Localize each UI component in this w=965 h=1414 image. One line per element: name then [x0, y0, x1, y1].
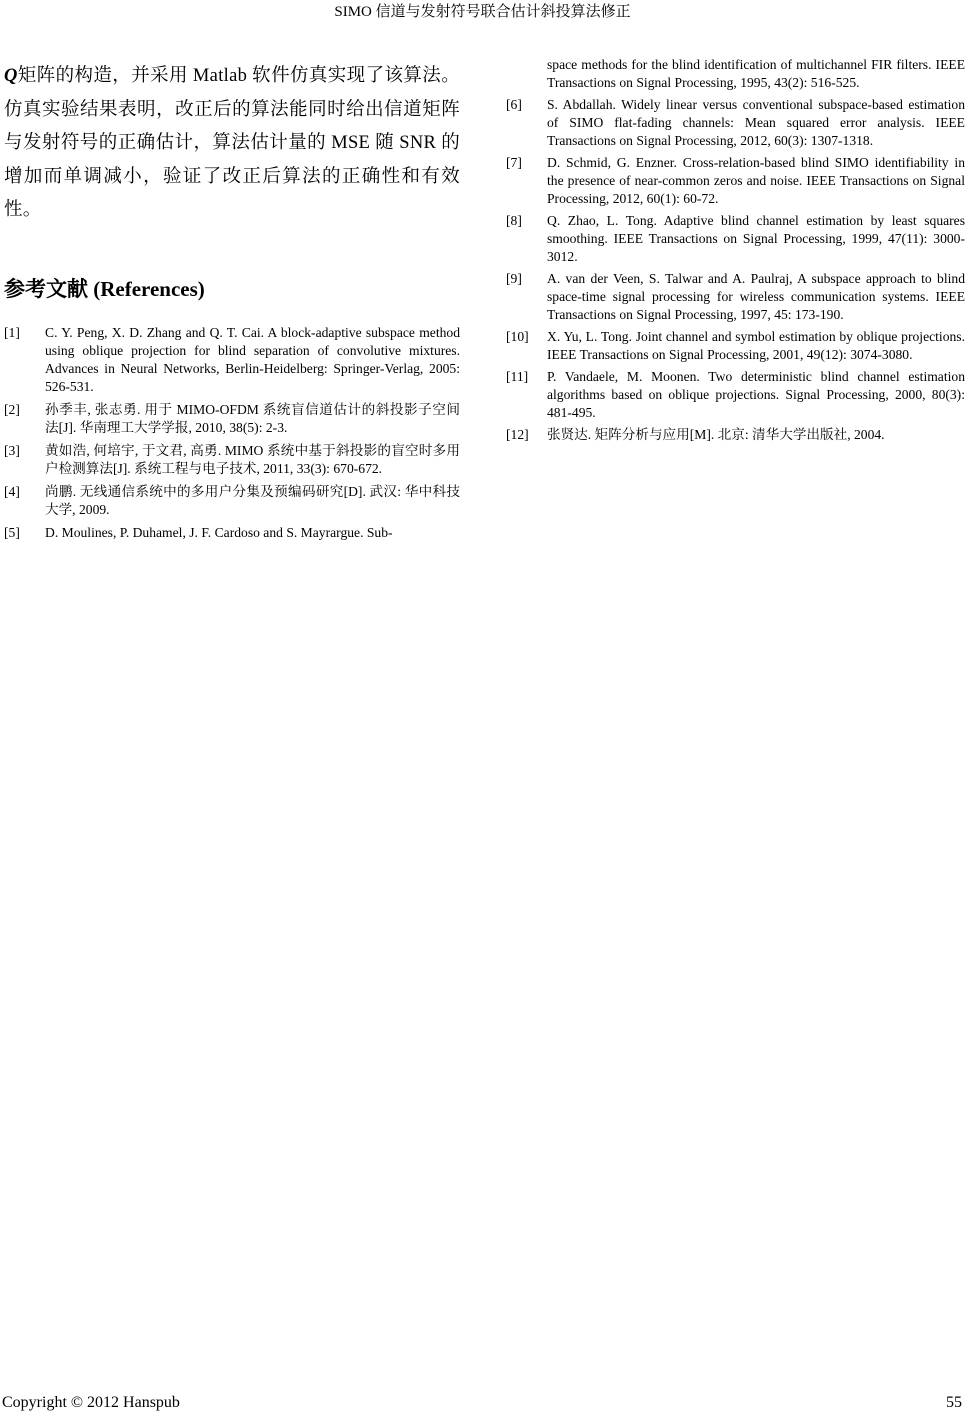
reference-item	[506, 96, 965, 150]
reference-item	[4, 442, 460, 478]
footer-page-number: 55	[946, 1394, 962, 1411]
reference-number: [10]	[506, 329, 529, 344]
reference-item	[506, 328, 965, 364]
references-heading: 参考文献 (References)	[4, 276, 205, 301]
reference-item	[4, 324, 460, 396]
reference-number: [2]	[4, 401, 20, 417]
reference-number: [7]	[506, 155, 522, 170]
reference-text: D. Schmid, G. Enzner. Cross-relation-based blind SIMO identifiability in the presence of near-common zeros and noise. IEEE Transactions on Signal Processing, 2012, 60(1): 60-72.	[547, 155, 965, 206]
body-paragraph	[4, 60, 460, 228]
reference-list-right	[506, 96, 965, 444]
reference-number: [5]	[4, 524, 20, 540]
reference-item	[506, 368, 965, 422]
reference-text: C. Y. Peng, X. D. Zhang and Q. T. Cai. A block-adaptive subspace method using oblique projection for blind separation of convolutive mixtures. Advances in Neural Networks, Berlin-Heidelberg: Springer-Verlag, 2005: 526-531.	[45, 324, 460, 394]
reference-text: S. Abdallah. Widely linear versus conventional subspace-based estimation of SIMO flat-fading channels: Mean squared error analysis. IEEE Transactions on Signal Processing, 2012, 60(3): 1307-1318.	[547, 97, 965, 148]
left-column	[4, 60, 460, 547]
reference-item	[506, 426, 965, 444]
reference-item	[4, 483, 460, 519]
right-column	[506, 56, 965, 448]
running-header: SIMO 信道与发射符号联合估计斜投算法修正	[334, 4, 631, 20]
reference-number: [8]	[506, 213, 522, 228]
reference-text: Q. Zhao, L. Tong. Adaptive blind channel estimation by least squares smoothing. IEEE Transactions on Signal Processing, 1999, 47(11): 3000-3012.	[547, 213, 965, 264]
reference-item	[506, 212, 965, 266]
reference-text: X. Yu, L. Tong. Joint channel and symbol estimation by oblique projections. IEEE Transactions on Signal Processing, 2001, 49(12): 3074-3080.	[547, 329, 965, 362]
reference-item	[506, 270, 965, 324]
reference-item	[4, 524, 460, 542]
reference-item	[506, 154, 965, 208]
reference-number: [1]	[4, 324, 20, 340]
reference-item	[4, 401, 460, 437]
reference-number: [11]	[506, 369, 529, 384]
reference-number: [3]	[4, 442, 20, 458]
reference-list-left	[4, 324, 460, 542]
reference-continuation: space methods for the blind identification of multichannel FIR filters. IEEE Transactions on Signal Processing, 1995, 43(2): 516-525.	[547, 57, 965, 90]
reference-text: 黄如浩, 何培宇, 于文君, 高勇. MIMO 系统中基于斜投影的盲空时多用户检测算法[J]. 系统工程与电子技术, 2011, 33(3): 670-672.	[45, 442, 460, 476]
reference-number: [4]	[4, 483, 20, 499]
reference-text: 张贤达. 矩阵分析与应用[M]. 北京: 清华大学出版社, 2004.	[547, 427, 885, 442]
reference-number: [6]	[506, 97, 522, 112]
reference-number: [12]	[506, 427, 529, 442]
reference-text: 尚鹏. 无线通信系统中的多用户分集及预编码研究[D]. 武汉: 华中科技大学, 2009.	[45, 483, 460, 517]
matrix-symbol-q: Q	[4, 66, 18, 86]
reference-text: A. van der Veen, S. Talwar and A. Paulraj, A subspace approach to blind space-time signal processing for wireless communication systems. IEEE Transactions on Signal Processing, 1997, 45: 173-190.	[547, 271, 965, 322]
reference-text: D. Moulines, P. Duhamel, J. F. Cardoso and S. Mayrargue. Sub-	[45, 524, 393, 540]
footer-copyright: Copyright © 2012 Hanspub	[2, 1394, 180, 1411]
reference-text: P. Vandaele, M. Moonen. Two deterministic blind channel estimation algorithms based on oblique projections. Signal Processing, 2000, 80(3): 481-495.	[547, 369, 965, 420]
reference-number: [9]	[506, 271, 522, 286]
reference-text: 孙季丰, 张志勇. 用于 MIMO-OFDM 系统盲信道估计的斜投影子空间法[J]. 华南理工大学学报, 2010, 38(5): 2-3.	[45, 401, 460, 435]
body-paragraph-text: 矩阵的构造，并采用 Matlab 软件仿真实现了该算法。仿真实验结果表明，改正后的算法能同时给出信道矩阵与发射符号的正确估计，算法估计量的 MSE 随 SNR 的增加而单调减小，验证了改正后算法的正确性和有效性。	[4, 66, 460, 220]
